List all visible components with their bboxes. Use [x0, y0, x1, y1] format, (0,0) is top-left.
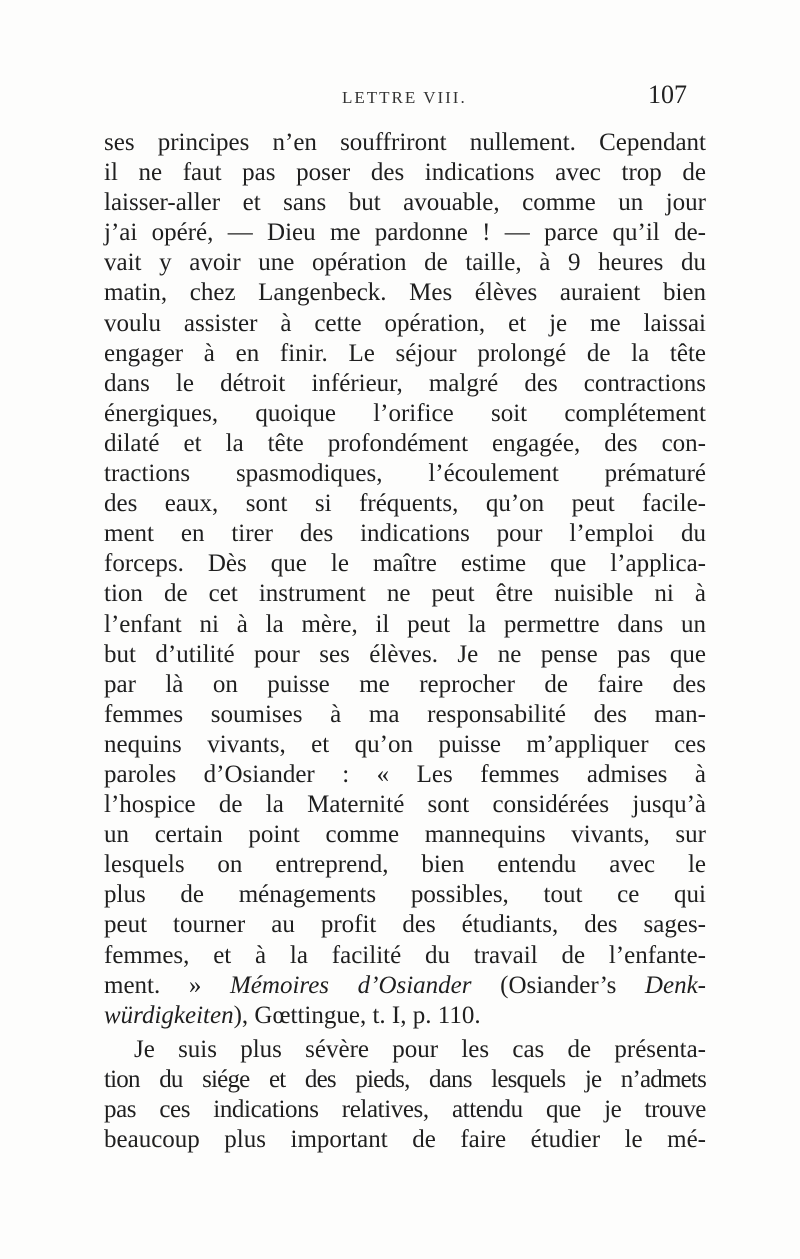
text-line: matin, chez Langenbeck. Mes élèves auraient bien — [104, 279, 706, 307]
text-line: un certain point comme mannequins vivants, sur — [104, 821, 706, 849]
citation-title: Mémoires d’Osiander — [229, 971, 472, 999]
text-line: plus de ménagements possibles, tout ce qui — [104, 881, 706, 909]
text-line: j’ai opéré, — Dieu me pardonne ! — parce qu’il de- — [104, 219, 706, 247]
citation-title-german: Denk- — [644, 971, 706, 999]
text-line: ses principes n’en souffriront nullement. Cependant — [104, 129, 706, 156]
text-line: énergiques, quoique l’orifice soit complétement — [104, 399, 706, 427]
text-line: voulu assister à cette opération, et je me laissai — [104, 309, 706, 337]
text-line: femmes soumises à ma responsabilité des man- — [104, 700, 706, 728]
text-line-citation — [104, 971, 706, 1001]
text-line: pas ces indications relatives, attendu que je trouve — [104, 1096, 706, 1123]
citation-mid: (Osiander’s — [471, 971, 645, 999]
text-line-citation-end — [104, 1001, 706, 1031]
text-line: tractions spasmodiques, l’écoulement prématuré — [104, 460, 706, 488]
text-line: forceps. Dès que le maître estime que l’applica- — [104, 550, 706, 578]
text-line: femmes, et à la facilité du travail de l’enfante- — [104, 941, 706, 969]
text-line: il ne faut pas poser des indications avec trop de — [104, 159, 706, 187]
text-line: dilaté et la tête profondément engagée, des con- — [104, 429, 706, 457]
text-line: tion du siége et des pieds, dans lesquels je n’admets — [104, 1065, 706, 1093]
text-line: laisser-aller et sans but avouable, comme un jour — [104, 189, 706, 217]
text-line: engager à en finir. Le séjour prolongé de la tête — [104, 339, 706, 367]
text-line: but d’utilité pour ses élèves. Je ne pense pas que — [104, 640, 706, 668]
citation-reference: ), Gœttingue, t. I, p. 110. — [233, 1001, 481, 1029]
text-line: l’hospice de la Maternité sont considérées jusqu’à — [104, 791, 706, 819]
text-line: tion de cet instrument ne peut être nuisible ni à — [104, 580, 706, 608]
text-line: ment en tirer des indications pour l’emploi du — [104, 520, 706, 548]
text-line: Je suis plus sévère pour les cas de présenta- — [134, 1035, 706, 1063]
citation-prefix: ment. » — [104, 971, 230, 999]
text-line: beaucoup plus important de faire étudier le mé- — [104, 1126, 706, 1154]
running-title: LETTRE VIII. — [342, 88, 467, 107]
citation-title-german-end: würdigkeiten — [104, 1001, 234, 1029]
text-line: dans le détroit inférieur, malgré des contractions — [104, 369, 706, 397]
text-line: paroles d’Osiander : « Les femmes admises à — [104, 760, 706, 788]
paragraph-1 — [104, 128, 706, 1031]
text-line: nequins vivants, et qu’on puisse m’appliquer ces — [104, 730, 706, 758]
text-line: des eaux, sont si fréquents, qu’on peut facile- — [104, 490, 706, 518]
paragraph-2 — [104, 1035, 706, 1155]
text-line: peut tourner au profit des étudiants, des sages- — [104, 911, 706, 939]
text-line: vait y avoir une opération de taille, à 9 heures du — [104, 249, 706, 277]
text-line: par là on puisse me reprocher de faire des — [104, 670, 706, 698]
text-line: lesquels on entreprend, bien entendu avec le — [104, 851, 706, 879]
page-number: 107 — [648, 80, 687, 109]
text-line: l’enfant ni à la mère, il peut la permettre dans un — [104, 610, 706, 638]
body-text — [104, 128, 706, 1155]
